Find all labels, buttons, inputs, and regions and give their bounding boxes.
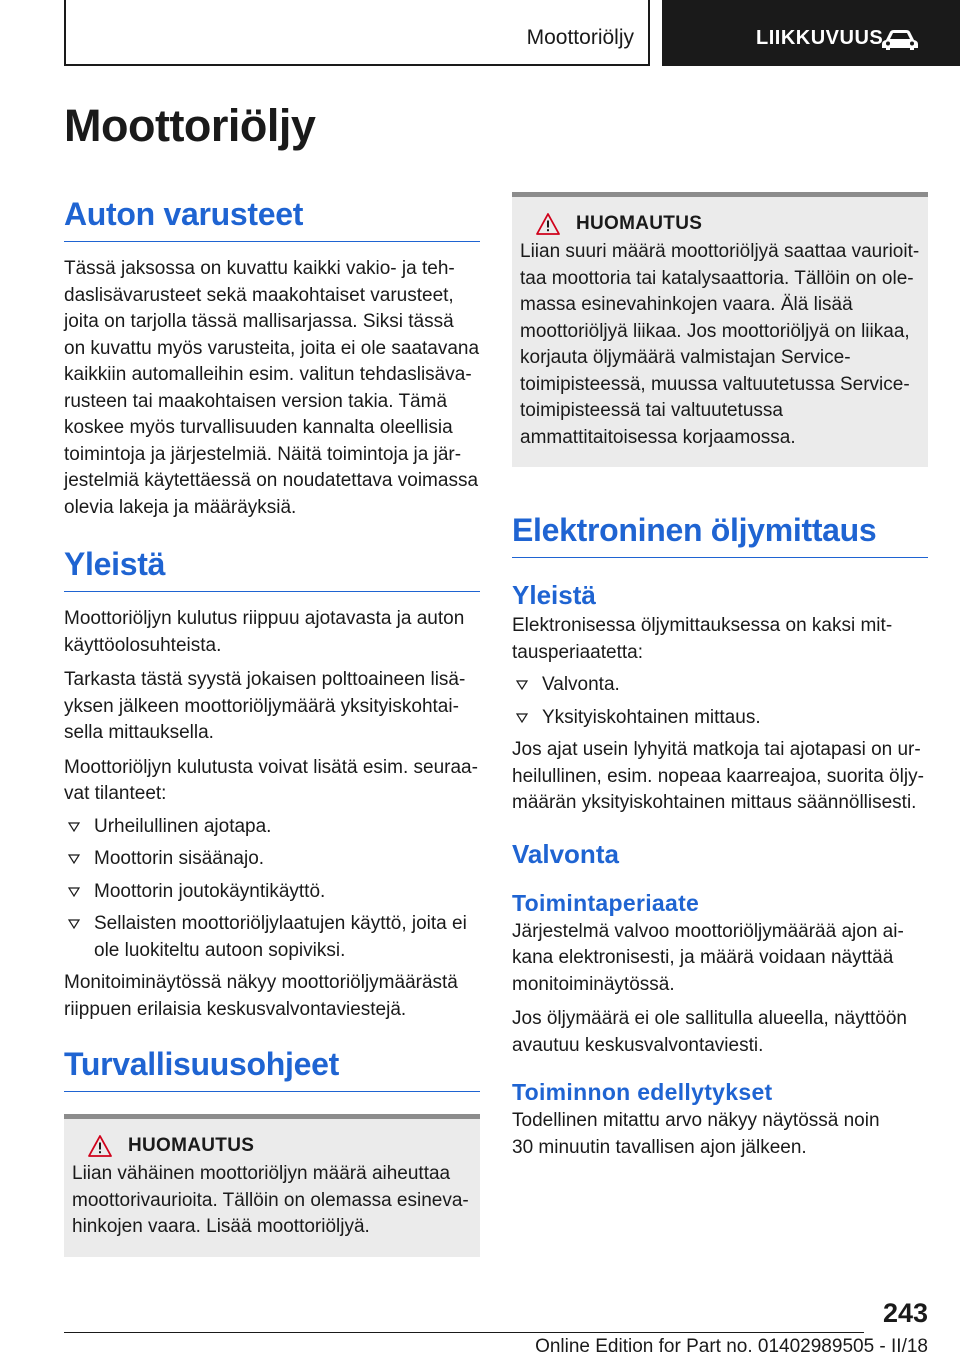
general-text-3: Moottoriöljyn kulutusta voivat lisätä esim. seuraavat tilanteet:: [64, 756, 478, 804]
general-text-1: Moottoriöljyn kulutus riippuu ajotavasta ja auton käyttöolosuhteista.: [64, 608, 465, 656]
measurement-principles-list: [512, 672, 928, 731]
heading-conditions: Toiminnon edellytykset: [512, 1079, 773, 1105]
list-item: Sellaisten moottoriöljylaatujen käyttö, joita ei ole luokiteltu autoon sopiviksi.: [64, 911, 480, 964]
section-equipment: [64, 196, 480, 521]
section-safety: [64, 1046, 480, 1257]
header-chapter-title: LIIKKUVUUS: [756, 27, 884, 49]
bullet-triangle-icon: [68, 887, 80, 897]
page-number: 243: [882, 1298, 928, 1328]
notice-title: HUOMAUTUS: [576, 213, 703, 234]
heading-principle: Toimintaperiaate: [512, 889, 700, 916]
list-item: Moottorin joutokäyntikäyttö.: [64, 879, 480, 906]
car-icon: [881, 29, 919, 51]
list-item: Urheilullinen ajotapa.: [64, 814, 480, 841]
conditions-text: Todellinen mitattu arvo näkyy näytössä noin 30 minuutin tavallisen ajon jälkeen.: [512, 1110, 880, 1158]
notice-box-safety: [64, 1114, 480, 1257]
principle-text-1: Järjestelmä valvoo moottoriöljymäärää ajon aikana elektronisesti, ja määrä voidaan näyttää monitoiminäytössä.: [512, 920, 904, 995]
heading-electronic-measurement: Elektroninen öljymittaus: [512, 512, 928, 558]
list-item: Moottorin sisäänajo.: [64, 846, 480, 873]
list-item: Yksityiskohtainen mittaus.: [512, 705, 928, 732]
header-chapter-tab: [662, 0, 960, 66]
page-title: Moottoriöljy: [64, 100, 316, 151]
bullet-triangle-icon: [516, 713, 528, 723]
footer-edition: Online Edition for Part no. 01402989505 - II/18: [535, 1336, 928, 1357]
heading-general: Yleistä: [64, 546, 480, 592]
heading-safety: Turvallisuusohjeet: [64, 1046, 480, 1092]
bullet-triangle-icon: [68, 854, 80, 864]
notice-title: HUOMAUTUS: [128, 1135, 255, 1156]
electronic-general-text: Elektronisessa öljymittauksessa on kaksi mittausperiaatetta:: [512, 615, 893, 663]
bullet-triangle-icon: [68, 822, 80, 832]
section-electronic-measurement: [512, 512, 928, 1161]
footer-divider: [64, 1332, 864, 1333]
notice-text: Liian suuri määrä moottoriöljyä saattaa vaurioittaa moottoria tai katalysaattoria. Tällöin on olemassa esinevahinkojen vaara. Älä lisää moottoriöljyä liikaa. Jos moottoriöljyä on liikaa, korjauta öljymäärä valmistajan Service-toimipisteessä, muussa valtuutetussa Service-toimipisteessä tai valtuutetussa ammattitaitoisessa korjaamossa.: [520, 241, 920, 448]
header-section-box: [64, 0, 650, 66]
electronic-general-text-2: Jos ajat usein lyhyitä matkoja tai ajotapasi on urheilullinen, esim. nopeaa kaarreajoa, suorita öljymäärän yksityiskohtainen mittaus säännöllisesti.: [512, 739, 924, 813]
warning-icon: [536, 213, 560, 235]
heading-equipment: Auton varusteet: [64, 196, 480, 242]
equipment-text: Tässä jaksossa on kuvattu kaikki vakio- ja tehdaslisävarusteet sekä maakohtaiset varusteet, joita on tarjolla tässä mallisarjassa. Siksi tässä on kuvattu myös varusteita, joita ei ole saatavana kaikkiin automalleihin esim. valitun tehdaslisävarusteen tai maakohtaisen version takia. Tämä koskee myös turvallisuuden kannalta oleellisia toimintoja ja järjestelmiä. Näitä toimintoja ja järjestelmiä käytettäessä on noudatettava voimassa olevia lakeja ja määräyksiä.: [64, 258, 480, 518]
notice-box-overfill: [512, 192, 928, 467]
consumption-factors-list: [64, 814, 480, 965]
header-section-title: Moottoriöljy: [526, 26, 634, 49]
warning-icon: [88, 1135, 112, 1157]
section-general: [64, 546, 480, 1023]
notice-text: Liian vähäinen moottoriöljyn määrä aiheuttaa moottorivaurioita. Tällöin on olemassa esinevahinkojen vaara. Lisää moottoriöljyä.: [72, 1163, 469, 1237]
general-text-2: Tarkasta tästä syystä jokaisen polttoaineen lisäyksen jälkeen moottoriöljymäärä yksityiskohtaisella mittauksella.: [64, 669, 466, 743]
general-text-4: Monitoiminäytössä näkyy moottoriöljymäärästä riippuen erilaisia keskusvalvontaviestejä.: [64, 972, 458, 1020]
list-item: Valvonta.: [512, 672, 928, 699]
bullet-triangle-icon: [516, 680, 528, 690]
heading-electronic-general: Yleistä: [512, 580, 596, 610]
principle-text-2: Jos öljymäärä ei ole sallitulla alueella, näyttöön avautuu keskusvalvontaviesti.: [512, 1008, 908, 1056]
heading-monitoring: Valvonta: [512, 838, 619, 869]
bullet-triangle-icon: [68, 919, 80, 929]
